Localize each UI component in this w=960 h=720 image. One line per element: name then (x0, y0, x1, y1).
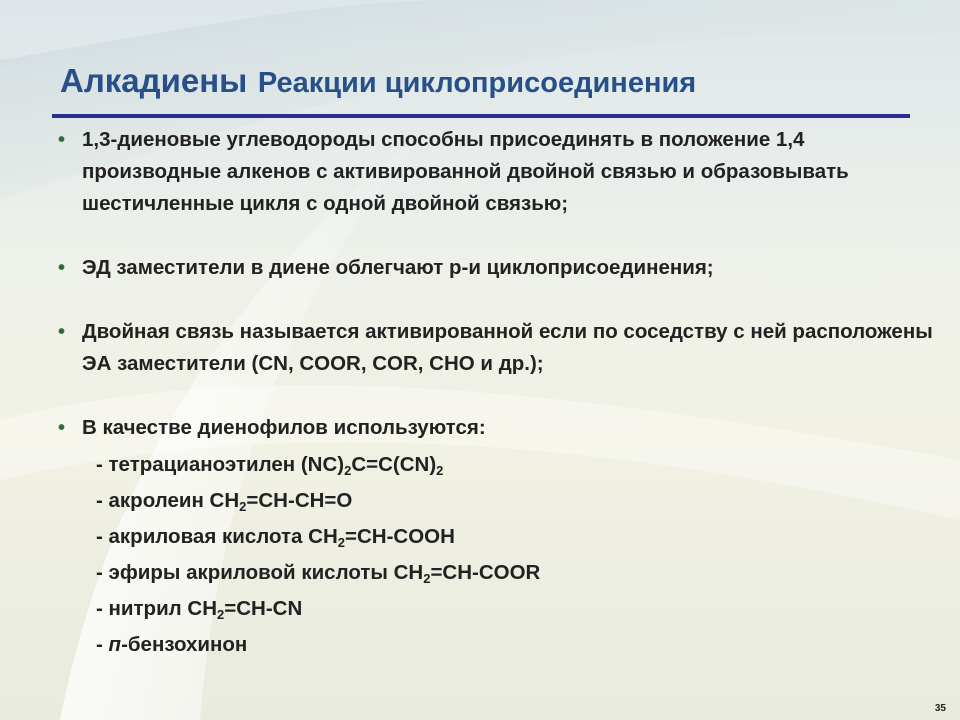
dienophile-tcne: - тетрацианоэтилен $(NC)_2C=C(CN)_2$ (96, 453, 444, 478)
title-divider (52, 114, 910, 118)
bullet-icon: • (58, 417, 66, 439)
dienophile-benzoquinone: - п-бензохинон (96, 633, 248, 656)
dienophile-nitrile: - нитрил $CH_2=CH-CN$ (96, 597, 303, 622)
slide-content (58, 124, 938, 663)
bullet-item (58, 316, 938, 380)
bullet-item (58, 252, 938, 284)
page-number: 35 (934, 703, 946, 714)
slide-title (60, 62, 696, 100)
bullet-text: Двойная связь называется активированной если по соседству с ней расположены ЭА заместители (CN, COOR, COR, CHO и др.); (82, 320, 933, 375)
bullet-icon: • (58, 129, 66, 151)
bullet-item (58, 412, 938, 444)
bullet-icon: • (58, 321, 66, 343)
dienophile-acrylic-acid: - акриловая кислота $CH_2=CH$-COOH (96, 525, 455, 550)
dienophile-list (58, 447, 938, 663)
title-main: Алкадиены (60, 62, 248, 99)
title-sub: Реакции циклоприсоединения (257, 67, 697, 99)
bullet-item (58, 124, 938, 220)
dienophile-acrolein: - акролеин $CH_2=CH-CH=O$ (96, 489, 353, 514)
dienophile-acrylic-ester: - эфиры акриловой кислоты $CH_2=CH$-COOR (96, 561, 541, 586)
bullet-text: В качестве диенофилов используются: (82, 416, 486, 439)
bullet-text: 1,3-диеновые углеводороды способны присоединять в положение 1,4 производные алкенов с активированной двойной связью и образовывать шестичленные цикля с одной двойной связью; (82, 128, 849, 215)
bullet-icon: • (58, 257, 66, 279)
bullet-text: ЭД заместители в диене облегчают р-и циклоприсоединения; (82, 256, 714, 279)
